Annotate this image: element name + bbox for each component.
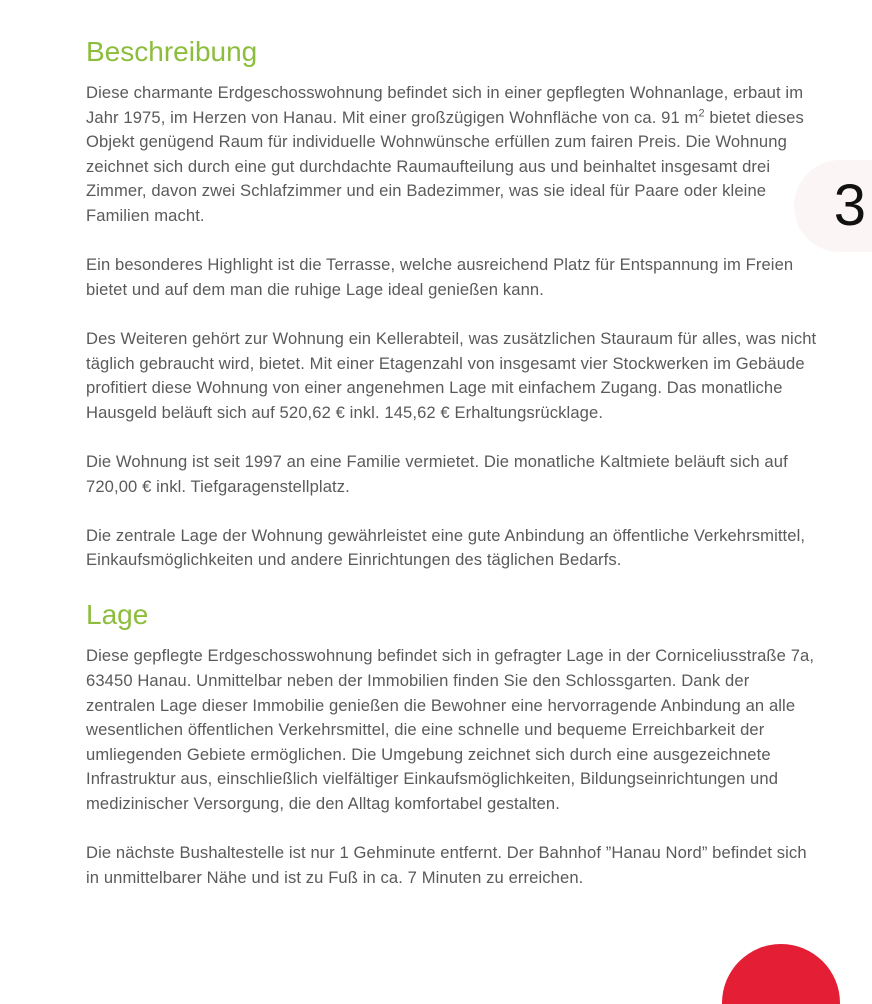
page-number: 3	[833, 173, 866, 238]
paragraph-anbindung: Die zentrale Lage der Wohnung gewährleistet eine gute Anbindung an öffentliche Verkehrsmittel, Einkaufsmöglichkeiten und andere Einrichtungen des täglichen Bedarfs.	[86, 525, 806, 570]
paragraph-lage-adresse: Diese gepflegte Erdgeschosswohnung befindet sich in gefragter Lage in der Corniceliusstraße 7a, 63450 Hanau. Unmittelbar neben der Immobilien finden Sie den Schlossgarten. Dank der zentralen Lage dieser Immobilie genießen die Bewohner eine hervorragende Anbindung an alle wesentlichen öffentlichen Verkehrsmittel, die eine schnelle und bequeme Erreichbarkeit der umliegenden Gebiete ermöglichen. Die Umgebung zeichnet sich durch eine ausgezeichnete Infrastruktur aus, einschließlich vielfältiger Einkaufsmöglichkeiten, Bildungseinrichtungen und medizinischer Versorgung, die den Alltag komfortabel gestalten.	[86, 646, 815, 814]
paragraph-intro-continuation: bietet dieses Objekt genügend Raum für individuelle Wohnwünsche erfüllen zum fairen Preis. Die Wohnung zeichnet sich durch eine gut durchdachte Raumaufteilung aus und beinhaltet insgesamt drei Zimmer, davon zwei Schlafzimmer und ein Badezimmer, was sie ideal für Paare oder kleine Familien macht.	[86, 107, 804, 225]
section-title-lage: Lage	[86, 599, 149, 631]
red-corner-shape	[722, 944, 840, 1004]
section-title-beschreibung: Beschreibung	[86, 36, 258, 67]
paragraph-intro-text: Diese charmante Erdgeschosswohnung befindet sich in einer gepflegten Wohnanlage, erbaut im Jahr 1975, im Herzen von Hanau. Mit einer großzügigen Wohnfläche von ca. 91 m	[86, 83, 804, 127]
section-beschreibung	[86, 34, 818, 573]
document-content	[86, 34, 818, 915]
section-lage	[86, 597, 818, 890]
square-meter-superscript: 2	[698, 107, 705, 120]
paragraph-vermietung: Die Wohnung ist seit 1997 an eine Familie vermietet. Die monatliche Kaltmiete beläuft sich auf 720,00 € inkl. Tiefgaragenstellplatz.	[86, 451, 788, 496]
paragraph-lage-oepnv: Die nächste Bushaltestelle ist nur 1 Gehminute entfernt. Der Bahnhof ”Hanau Nord” befindet sich in unmittelbarer Nähe und ist zu Fuß in ca. 7 Minuten zu erreichen.	[86, 843, 807, 887]
paragraph-intro	[86, 81, 818, 229]
paragraph-terrasse: Ein besonderes Highlight ist die Terrasse, welche ausreichend Platz für Entspannung im Freien bietet und auf dem man die ruhige Lage ideal genießen kann.	[86, 255, 794, 299]
paragraph-kellerabteil: Des Weiteren gehört zur Wohnung ein Kellerabteil, was zusätzlichen Stauraum für alles, was nicht täglich gebraucht wird, bietet. Mit einer Etagenzahl von insgesamt vier Stockwerken im Gebäude profitiert diese Wohnung von einer angenehmen Lage mit einfachem Zugang. Das monatliche Hausgeld beläuft sich auf 520,62 € inkl. 145,62 € Erhaltungsrücklage.	[86, 328, 817, 422]
